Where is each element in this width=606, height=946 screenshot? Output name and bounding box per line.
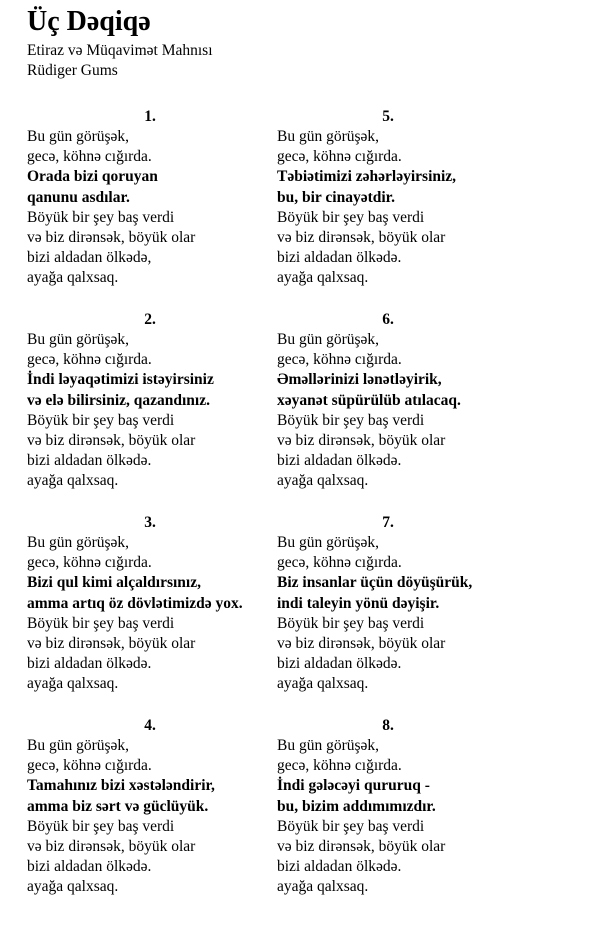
stanza-line: və biz dirənsək, böyük olar [277,228,446,246]
stanza-line: Böyük bir şey baş verdi [27,817,175,835]
stanza-line: Böyük bir şey baş verdi [277,817,425,835]
stanza-line: Bu gün görüşək, [27,128,130,146]
stanza-line: bizi aldadan ölkədə. [277,655,402,673]
stanza-line: gecə, köhnə cığırda. [277,757,402,775]
stanza-line: Böyük bir şey baş verdi [27,614,175,632]
stanza-number: 2. [144,311,156,328]
stanza-line-bold: amma artıq öz dövlətimizdə yox. [27,594,243,612]
stanza-5 [277,107,577,288]
stanza-number: 1. [144,108,156,125]
stanza-line: və biz dirənsək, böyük olar [27,228,196,246]
stanza-line-bold: Tamahınız bizi xəstələndirir, [27,777,215,795]
stanza-line: bizi aldadan ölkədə. [27,655,152,673]
stanza-line: Bu gün görüşək, [277,737,380,755]
page-title: Üç Dəqiqə [27,6,151,37]
stanza-line: bizi aldadan ölkədə. [27,452,152,470]
stanza-line: Bu gün görüşək, [277,128,380,146]
stanza-number: 6. [382,311,394,328]
stanza-line-bold: Orada bizi qoruyan [27,168,158,186]
stanza-line: və biz dirənsək, böyük olar [27,634,196,652]
stanza-line: gecə, köhnə cığırda. [27,148,152,166]
stanza-number: 7. [382,514,394,531]
stanza-line: Böyük bir şey baş verdi [277,208,425,226]
stanza-line: gecə, köhnə cığırda. [27,554,152,572]
stanza-line: və biz dirənsək, böyük olar [27,431,196,449]
stanza-line-bold: Biz insanlar üçün döyüşürük, [277,574,473,592]
stanza-line-bold: Əməllərinizi lənətləyirik, [277,371,442,389]
stanza-line-bold: Bizi qul kimi alçaldırsınız, [27,574,201,592]
stanza-line: ayağa qalxsaq. [277,878,369,896]
stanza-line-bold: İndi gələcəyi qururuq - [277,777,430,795]
stanza-line: bizi aldadan ölkədə. [277,858,402,876]
stanza-number: 8. [382,717,394,734]
stanza-number: 5. [382,108,394,125]
stanza-line-bold: qanunu asdılar. [27,188,130,206]
stanza-line: bizi aldadan ölkədə. [27,858,152,876]
stanza-7 [277,513,577,694]
stanza-line: bizi aldadan ölkədə. [277,249,402,267]
stanza-line-bold: və elə bilirsiniz, qazandınız. [27,391,210,409]
stanza-line: və biz dirənsək, böyük olar [277,837,446,855]
stanza-line: ayağa qalxsaq. [27,472,119,490]
stanza-line: ayağa qalxsaq. [277,269,369,287]
stanza-line: Böyük bir şey baş verdi [277,614,425,632]
stanza-line: gecə, köhnə cığırda. [27,757,152,775]
stanza-number: 4. [144,717,156,734]
stanza-line-bold: xəyanət süpürülüb atılacaq. [277,391,461,409]
stanza-line-bold: İndi ləyaqətimizi istəyirsiniz [27,371,214,389]
stanza-line: ayağa qalxsaq. [27,675,119,693]
stanza-line: ayağa qalxsaq. [277,472,369,490]
stanza-line: ayağa qalxsaq. [27,269,119,287]
stanza-line-bold: indi taleyin yönü dəyişir. [277,594,440,612]
stanza-line-bold: bu, bizim addımımızdır. [277,797,436,815]
stanza-line: Böyük bir şey baş verdi [27,208,175,226]
stanza-line: Bu gün görüşək, [27,331,130,349]
stanza-line: bizi aldadan ölkədə, [27,249,152,267]
stanza-line: Bu gün görüşək, [277,534,380,552]
stanza-line: gecə, köhnə cığırda. [277,351,402,369]
stanza-line: və biz dirənsək, böyük olar [277,634,446,652]
stanza-number: 3. [144,514,156,531]
stanza-line: gecə, köhnə cığırda. [27,351,152,369]
stanza-line: ayağa qalxsaq. [277,675,369,693]
stanza-8 [277,716,577,897]
song-author: Rüdiger Gums [27,62,118,79]
stanza-line: ayağa qalxsaq. [27,878,119,896]
stanza-line: Bu gün görüşək, [27,534,130,552]
stanza-line: bizi aldadan ölkədə. [277,452,402,470]
song-subtitle: Etiraz və Müqavimət Mahnısı [27,42,213,59]
stanza-line-bold: bu, bir cinayətdir. [277,188,395,206]
stanza-line: və biz dirənsək, böyük olar [277,431,446,449]
stanza-line: Böyük bir şey baş verdi [277,411,425,429]
stanza-line-bold: Təbiətimizi zəhərləyirsiniz, [277,168,457,186]
stanza-6 [277,310,577,491]
stanza-line: Bu gün görüşək, [27,737,130,755]
stanza-line: və biz dirənsək, böyük olar [27,837,196,855]
stanza-line-bold: amma biz sərt və güclüyük. [27,797,209,815]
stanza-line: gecə, köhnə cığırda. [277,148,402,166]
stanza-line: Böyük bir şey baş verdi [27,411,175,429]
stanza-line: Bu gün görüşək, [277,331,380,349]
stanza-line: gecə, köhnə cığırda. [277,554,402,572]
